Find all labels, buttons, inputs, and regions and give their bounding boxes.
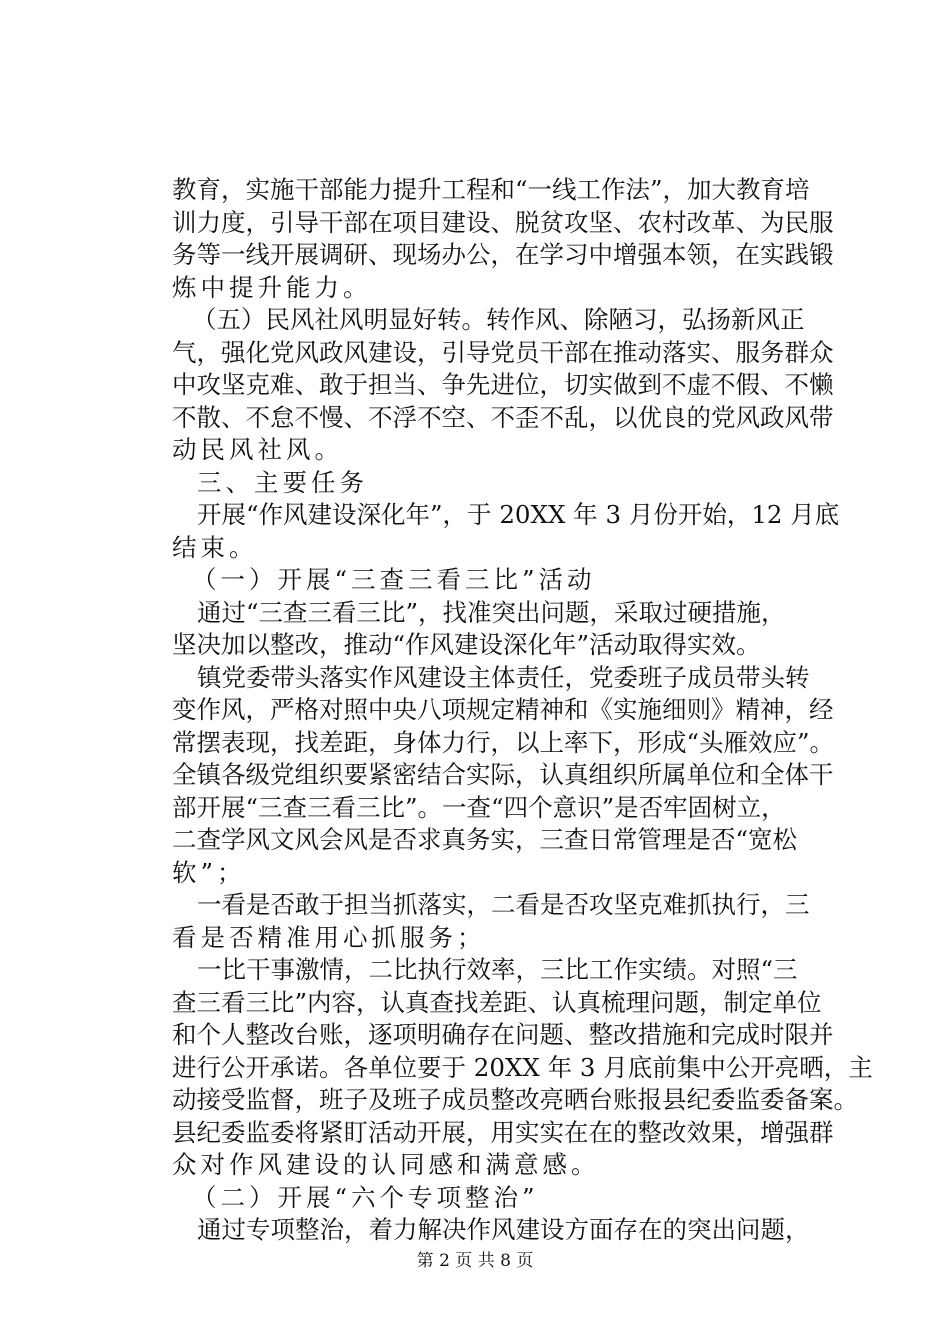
paragraph-line: 镇党委带头落实作风建设主体责任，党委班子成员带头转: [197, 663, 810, 692]
paragraph-line: 一比干事激情，二比执行效率，三比工作实绩。对照“三: [197, 955, 798, 984]
paragraph-line: 教育，实施干部能力提升工程和“一线工作法”，加大教育培: [172, 175, 810, 204]
paragraph-line: 通过“三查三看三比”，找准突出问题，采取过硬措施，: [197, 598, 786, 627]
subsection-heading: （二）开展“六个专项整治”: [192, 1183, 539, 1212]
paragraph-line: 炼中提升能力。: [172, 273, 372, 302]
paragraph-line: 查三看三比”内容，认真查找差距、认真梳理问题，制定单位: [172, 988, 822, 1017]
paragraph-line: 众对作风建设的认同感和满意感。: [172, 1150, 600, 1179]
paragraph-line: （五）民风社风明显好转。转作风、除陋习，弘扬新风正: [192, 305, 805, 334]
paragraph-line: 一看是否敢于担当抓落实，二看是否攻坚克难抓执行，三: [197, 890, 810, 919]
paragraph-line: 县纪委监委将紧盯活动开展，用实实在在的整改效果，增强群: [172, 1118, 834, 1147]
paragraph-line: 全镇各级党组织要紧密结合实际，认真组织所属单位和全体干: [172, 760, 834, 789]
paragraph-line: 动接受监督，班子及班子成员整改亮晒台账报县纪委监委备案。: [172, 1085, 858, 1114]
paragraph-line: 气，强化党风政风建设，引导党员干部在推动落实、服务群众: [172, 338, 834, 367]
paragraph-line: 中攻坚克难、敢于担当、争先进位，切实做到不虚不假、不懒: [172, 370, 834, 399]
paragraph-line: 训力度，引导干部在项目建设、脱贫攻坚、农村改革、为民服: [172, 208, 834, 237]
subsection-heading: （一）开展“三查三看三比”活动: [192, 565, 596, 594]
page-number-footer: 第 2 页 共 8 页: [416, 1251, 534, 1271]
paragraph-line: 和个人整改台账，逐项明确存在问题、整改措施和完成时限并: [172, 1020, 834, 1049]
paragraph-line: 坚决加以整改，推动“作风建设深化年”活动取得实效。: [172, 630, 761, 659]
paragraph-line: 不散、不怠不慢、不浮不空、不歪不乱，以优良的党风政风带: [172, 403, 834, 432]
paragraph-line: 看是否精准用心抓服务；: [172, 923, 486, 952]
paragraph-line: 通过专项整治，着力解决作风建设方面存在的突出问题，: [197, 1215, 810, 1244]
paragraph-line: 务等一线开展调研、现场办公，在学习中增强本领，在实践锻: [172, 240, 834, 269]
paragraph-line: 常摆表现，找差距，身体力行，以上率下，形成“头雁效应”。: [172, 728, 835, 757]
section-heading: 三、主要任务: [197, 468, 368, 497]
paragraph-line: 变作风，严格对照中央八项规定精神和《实施细则》精神，经: [172, 695, 834, 724]
paragraph-line: 结束。: [172, 533, 258, 562]
paragraph-line: 开展“作风建设深化年”，于 20XX 年 3 月份开始，12 月底: [197, 500, 840, 529]
paragraph-line: 动民风社风。: [172, 435, 343, 464]
paragraph-line: 进行公开承诺。各单位要于 20XX 年 3 月底前集中公开亮晒，主: [172, 1053, 873, 1082]
paragraph-line: 部开展“三查三看三比”。一查“四个意识”是否牢固树立，: [172, 793, 786, 822]
paragraph-line: 软”；: [172, 858, 246, 887]
paragraph-line: 二查学风文风会风是否求真务实，三查日常管理是否“宽松: [172, 825, 798, 854]
